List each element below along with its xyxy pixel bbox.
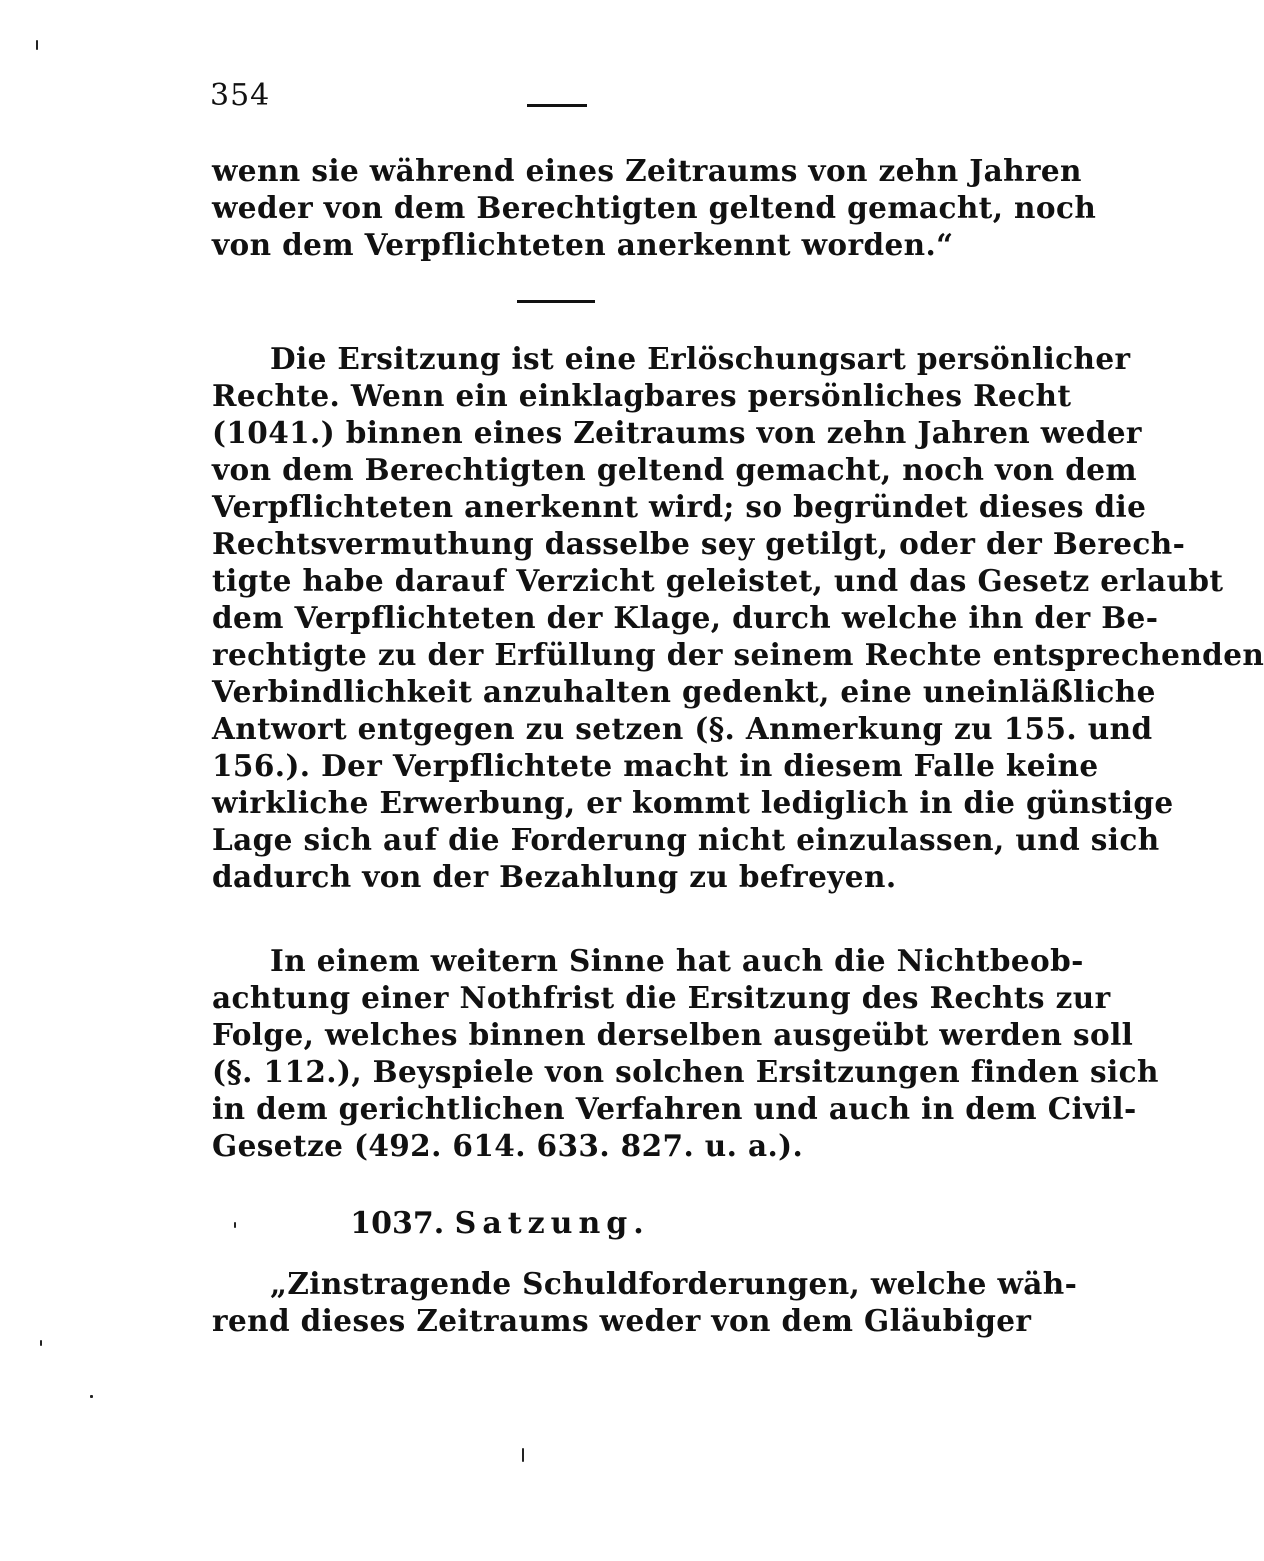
text-line: tigte habe darauf Verzicht geleistet, und das Gesetz erlaubt bbox=[212, 563, 1224, 598]
text-line: „Zinstragende Schuldforderungen, welche wäh- bbox=[270, 1266, 1078, 1301]
scan-speck bbox=[522, 1448, 524, 1462]
text-line: Rechtsvermuthung dasselbe sey getilgt, oder der Berech- bbox=[212, 526, 1186, 561]
text-line: achtung einer Nothfrist die Ersitzung des Rechts zur bbox=[212, 980, 1111, 1015]
text-line: rend dieses Zeitraums weder von dem Gläubiger bbox=[212, 1303, 1032, 1338]
scan-speck bbox=[234, 1222, 236, 1228]
text-line: Rechte. Wenn ein einklagbares persönliches Recht bbox=[212, 378, 1072, 413]
text-line: Lage sich auf die Forderung nicht einzulassen, und sich bbox=[212, 822, 1160, 857]
text-line: dem Verpflichteten der Klage, durch welche ihn der Be- bbox=[212, 600, 1159, 635]
text-line: Verpflichteten anerkennt wird; so begründet dieses die bbox=[212, 489, 1147, 524]
text-line: (1041.) binnen eines Zeitraums von zehn Jahren weder bbox=[212, 415, 1142, 450]
scan-speck bbox=[90, 1395, 93, 1398]
section-divider-rule bbox=[517, 300, 595, 303]
section-number: 1037. bbox=[350, 1206, 445, 1241]
page-number: 354 bbox=[210, 78, 271, 113]
text-line: von dem Verpflichteten anerkennt worden.“ bbox=[212, 227, 954, 262]
quote-zinstragende bbox=[212, 1265, 1078, 1339]
text-line: Gesetze (492. 614. 633. 827. u. a.). bbox=[212, 1128, 804, 1163]
text-line: Verbindlichkeit anzuhalten gedenkt, eine uneinläßliche bbox=[212, 674, 1156, 709]
section-heading bbox=[0, 1206, 1000, 1241]
text-line: Antwort entgegen zu setzen (§. Anmerkung zu 155. und bbox=[212, 711, 1153, 746]
scan-speck bbox=[36, 40, 38, 50]
scan-speck bbox=[40, 1340, 42, 1346]
text-line: in dem gerichtlichen Verfahren und auch in dem Civil- bbox=[212, 1091, 1137, 1126]
text-line: weder von dem Berechtigten geltend gemacht, noch bbox=[212, 190, 1097, 225]
text-line: (§. 112.), Beyspiele von solchen Ersitzungen finden sich bbox=[212, 1054, 1159, 1089]
text-line: In einem weitern Sinne hat auch die Nichtbeob- bbox=[270, 943, 1084, 978]
text-line: von dem Berechtigten geltend gemacht, noch von dem bbox=[212, 452, 1138, 487]
text-line: Die Ersitzung ist eine Erlöschungsart persönlicher bbox=[270, 341, 1131, 376]
paragraph-ersitzung bbox=[212, 340, 1264, 895]
quote-continuation bbox=[212, 152, 1097, 263]
text-line: wenn sie während eines Zeitraums von zehn Jahren bbox=[212, 153, 1082, 188]
header-rule bbox=[527, 104, 587, 107]
section-title: Satzung. bbox=[454, 1206, 650, 1241]
text-line: wirkliche Erwerbung, er kommt lediglich in die günstige bbox=[212, 785, 1174, 820]
text-line: Folge, welches binnen derselben ausgeübt werden soll bbox=[212, 1017, 1134, 1052]
text-line: dadurch von der Bezahlung zu befreyen. bbox=[212, 859, 897, 894]
text-line: rechtigte zu der Erfüllung der seinem Rechte entsprechenden bbox=[212, 637, 1264, 672]
text-line: 156.). Der Verpflichtete macht in diesem Falle keine bbox=[212, 748, 1099, 783]
paragraph-nothfrist bbox=[212, 942, 1159, 1164]
